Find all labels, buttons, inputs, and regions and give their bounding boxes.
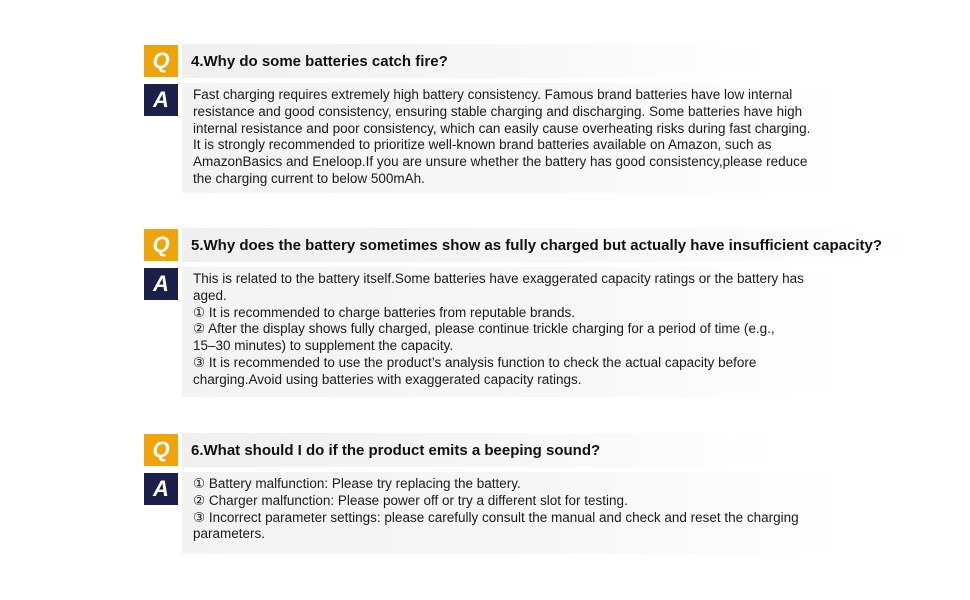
answer-line: 15–30 minutes) to supplement the capacity. [193,338,454,354]
answer-line: ① Battery malfunction: Please try replacing the battery. [193,476,521,491]
answer-line: AmazonBasics and Eneloop.If you are unsure whether the battery has good consistency,please reduce [193,154,808,170]
question-badge: Q [144,434,178,466]
answer-text [182,83,852,193]
answer-line: This is related to the battery itself.Some batteries have exaggerated capacity ratings or the battery has [193,271,804,286]
answer-badge: A [144,473,178,505]
question-badge: Q [144,229,178,261]
answer-line: aged. [193,287,227,303]
question-text: 5.Why does the battery sometimes show as fully charged but actually have insufficient capacity? [182,228,922,262]
question-badge: Q [144,45,178,77]
answer-line: the charging current to below 500mAh. [193,170,425,186]
answer-line: ① It is recommended to charge batteries from reputable brands. [193,304,576,320]
answer-badge: A [144,84,178,116]
answer-line: charging.Avoid using batteries with exaggerated capacity ratings. [193,371,582,387]
answer-line: internal resistance and poor consistency, which can easily cause overheating risks during fast charging. [193,120,811,136]
answer-line: resistance and good consistency, ensuring stable charging and discharging. Some batteries have high [193,103,803,119]
answer-line: Fast charging requires extremely high battery consistency. Famous brand batteries have low internal [193,87,793,102]
answer-text [182,472,852,554]
answer-line: ③ It is recommended to use the product’s analysis function to check the actual capacity before [193,354,757,370]
answer-badge: A [144,268,178,300]
question-text: 6.What should I do if the product emits a beeping sound? [182,433,782,467]
answer-line: parameters. [193,526,266,542]
answer-line: ② After the display shows fully charged, please continue trickle charging for a period of time (e.g., [193,321,775,337]
answer-line: ② Charger malfunction: Please power off or try a different slot for testing. [193,492,628,508]
answer-line: ③ Incorrect parameter settings: please carefully consult the manual and check and reset the charging [193,509,799,525]
answer-line: It is strongly recommended to prioritize well-known brand batteries available on Amazon, such as [193,137,772,153]
answer-text [182,267,852,397]
question-text: 4.Why do some batteries catch fire? [182,44,772,78]
